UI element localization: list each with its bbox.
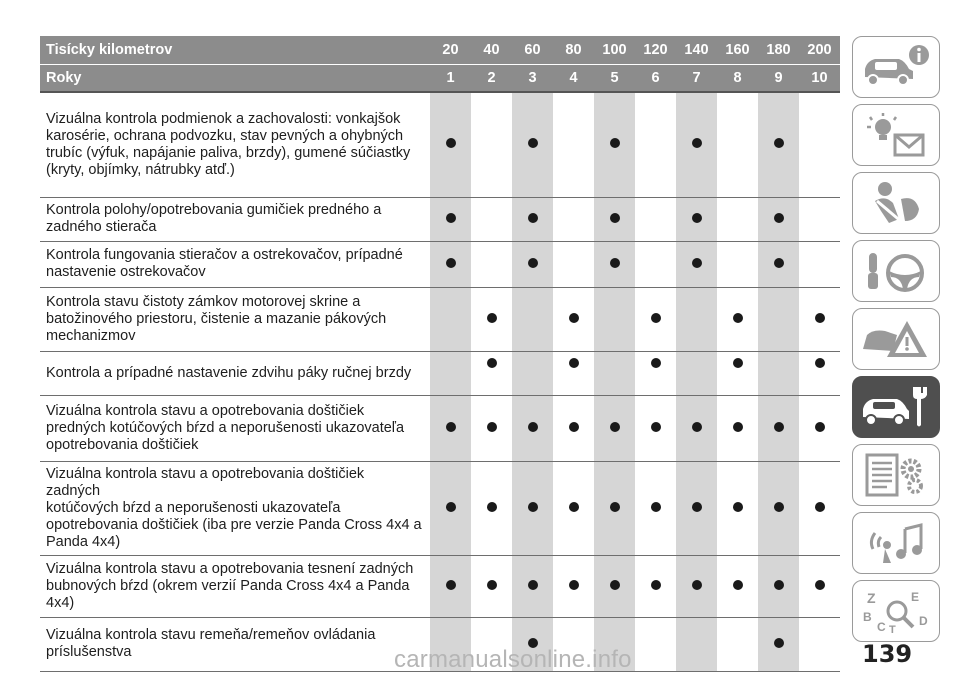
table-row (40, 92, 840, 197)
check-dot (610, 138, 620, 148)
warning-lights-tab[interactable] (852, 104, 940, 166)
interval-cell (430, 461, 471, 555)
check-dot (610, 258, 620, 268)
interval-cell (512, 92, 553, 197)
interval-cell (594, 351, 635, 395)
interval-cell (512, 241, 553, 287)
interval-cell (430, 241, 471, 287)
interval-cell (512, 395, 553, 461)
year-col-header: 6 (635, 64, 676, 92)
check-dot (733, 580, 743, 590)
check-dot (610, 422, 620, 432)
svg-text:T: T (889, 624, 896, 635)
description-line: zadného stierača (46, 219, 157, 235)
header-km-row (40, 36, 840, 64)
interval-cell (430, 92, 471, 197)
km-col-header: 80 (553, 36, 594, 64)
interval-cell (594, 395, 635, 461)
interval-cell (799, 287, 840, 351)
interval-cell (635, 395, 676, 461)
year-col-header: 8 (717, 64, 758, 92)
check-dot (446, 422, 456, 432)
interval-cell (717, 92, 758, 197)
description-line: Kontrola a prípadné nastavenie zdvihu páky ručnej brzdy (46, 364, 412, 381)
check-dot (528, 502, 538, 512)
interval-cell (758, 461, 799, 555)
interval-cell (553, 197, 594, 241)
svg-text:Z: Z (867, 590, 876, 606)
description-line: 4x4) (46, 594, 75, 611)
year-col-header: 5 (594, 64, 635, 92)
interval-cell (594, 461, 635, 555)
year-col-header: 10 (799, 64, 840, 92)
interval-cell (676, 197, 717, 241)
interval-cell (471, 461, 512, 555)
description-line: opotrebovania doštičiek (iba pre verzie Panda Cross 4x4 a (46, 516, 422, 533)
row-description (40, 287, 430, 351)
table-row (40, 241, 840, 287)
km-col-header: 60 (512, 36, 553, 64)
check-dot (569, 502, 579, 512)
interval-cell (799, 395, 840, 461)
check-dot (569, 580, 579, 590)
check-dot (528, 422, 538, 432)
key-steering-wheel-icon (859, 247, 933, 295)
interval-cell (799, 92, 840, 197)
check-dot (692, 258, 702, 268)
interval-cell (758, 241, 799, 287)
row-description (40, 617, 430, 671)
row-description (40, 351, 430, 395)
year-col-header: 4 (553, 64, 594, 92)
interval-cell (717, 197, 758, 241)
interval-cell (799, 555, 840, 617)
row-description (40, 555, 430, 617)
interval-cell (471, 241, 512, 287)
interval-cell (758, 351, 799, 395)
interval-cell (512, 461, 553, 555)
interval-cell (430, 351, 471, 395)
check-dot (774, 138, 784, 148)
row-description (40, 92, 430, 197)
description-line: Vizuálna kontrola podmienok a zachovalosti: vonkajšok (46, 110, 401, 127)
watermark: carmanualsonline.info (394, 646, 632, 673)
interval-cell (758, 287, 799, 351)
check-dot (487, 422, 497, 432)
interval-cell (676, 92, 717, 197)
table-row (40, 197, 840, 241)
row-description (40, 395, 430, 461)
interval-cell (799, 461, 840, 555)
interval-cell (676, 287, 717, 351)
check-dot (692, 422, 702, 432)
check-dot (774, 422, 784, 432)
interval-cell (635, 617, 676, 671)
interval-cell (717, 351, 758, 395)
table-row (40, 351, 840, 395)
interval-cell (758, 617, 799, 671)
check-dot (651, 580, 661, 590)
check-dot (446, 213, 456, 223)
check-dot (528, 580, 538, 590)
interval-cell (799, 351, 840, 395)
interval-cell (758, 395, 799, 461)
check-dot (651, 422, 661, 432)
check-dot (528, 213, 538, 223)
table-row (40, 461, 840, 555)
interval-cell (553, 555, 594, 617)
check-dot (569, 422, 579, 432)
check-dot (815, 313, 825, 323)
emergency-tab[interactable] (852, 308, 940, 370)
description-line: Kontrola fungovania stieračov a ostrekovačov, prípadné (46, 247, 403, 263)
interval-cell (676, 555, 717, 617)
check-dot (774, 638, 784, 648)
years-label: Roky (40, 64, 430, 92)
interval-cell (758, 92, 799, 197)
km-col-header: 20 (430, 36, 471, 64)
interval-cell (676, 461, 717, 555)
description-line: (kryty, objímky, nátrubky atď.) (46, 161, 235, 178)
alphabet-search-icon (859, 587, 933, 635)
interval-cell (594, 555, 635, 617)
check-dot (733, 422, 743, 432)
km-col-header: 120 (635, 36, 676, 64)
check-dot (815, 502, 825, 512)
check-dot (733, 502, 743, 512)
svg-text:C: C (877, 620, 886, 634)
interval-cell (758, 197, 799, 241)
interval-cell (676, 617, 717, 671)
description-line: Vizuálna kontrola stavu a opotrebovania doštičiek zadných (46, 465, 365, 499)
check-dot (446, 502, 456, 512)
description-line: Vizuálna kontrola stavu a opotrebovania tesnení zadných (46, 560, 414, 577)
table-row (40, 395, 840, 461)
check-dot (446, 580, 456, 590)
description-line: Vizuálna kontrola stavu remeňa/remeňov ovládania (46, 627, 376, 643)
check-dot (733, 313, 743, 323)
check-dot (774, 502, 784, 512)
svg-text:E: E (911, 590, 920, 604)
driving-tab[interactable] (852, 240, 940, 302)
interval-cell (635, 241, 676, 287)
check-dot (528, 138, 538, 148)
check-dot (446, 258, 456, 268)
description-line: mechanizmov (46, 327, 136, 344)
document-gears-icon (859, 451, 933, 499)
year-col-header: 7 (676, 64, 717, 92)
km-col-header: 180 (758, 36, 799, 64)
maintenance-schedule (40, 36, 840, 672)
check-dot (569, 358, 579, 368)
interval-cell (471, 287, 512, 351)
interval-cell (430, 555, 471, 617)
check-dot (815, 358, 825, 368)
check-dot (774, 258, 784, 268)
interval-cell (676, 241, 717, 287)
car-info-tab[interactable] (852, 36, 940, 98)
year-col-header: 2 (471, 64, 512, 92)
interval-cell (430, 395, 471, 461)
year-col-header: 9 (758, 64, 799, 92)
interval-cell (553, 461, 594, 555)
row-description (40, 461, 430, 555)
interval-cell (430, 287, 471, 351)
interval-cell (512, 287, 553, 351)
interval-cell (676, 351, 717, 395)
description-line: Kontrola polohy/opotrebovania gumičiek predného a (46, 202, 382, 218)
interval-cell (553, 92, 594, 197)
table-row (40, 287, 840, 351)
check-dot (815, 580, 825, 590)
km-col-header: 160 (717, 36, 758, 64)
check-dot (692, 502, 702, 512)
interval-cell (717, 617, 758, 671)
interval-cell (512, 351, 553, 395)
header-years-row (40, 64, 840, 92)
interval-cell (635, 461, 676, 555)
car-info-icon (859, 43, 933, 91)
interval-cell (758, 555, 799, 617)
description-line: nastavenie ostrekovačov (46, 264, 206, 280)
check-dot (569, 313, 579, 323)
description-line: príslušenstva (46, 644, 132, 660)
interval-cell (717, 555, 758, 617)
interval-cell (717, 461, 758, 555)
interval-cell (717, 395, 758, 461)
km-label: Tisícky kilometrov (40, 36, 430, 64)
row-description (40, 197, 430, 241)
description-line: kotúčových bŕzd a neporušenosti ukazovateľa (46, 499, 341, 516)
multimedia-tab[interactable] (852, 512, 940, 574)
check-dot (651, 358, 661, 368)
check-dot (692, 138, 702, 148)
svg-text:D: D (919, 614, 928, 628)
interval-cell (553, 241, 594, 287)
interval-cell (594, 241, 635, 287)
km-col-header: 140 (676, 36, 717, 64)
interval-cell (471, 92, 512, 197)
interval-cell (512, 197, 553, 241)
description-line: predných kotúčových bŕzd a neporušenosti ukazovateľa (46, 419, 405, 436)
car-wrench-icon (859, 383, 933, 431)
signal-music-icon (859, 519, 933, 567)
interval-cell (799, 617, 840, 671)
interval-cell (635, 555, 676, 617)
crash-warning-triangle-icon (859, 315, 933, 363)
airbag-seatbelt-icon (859, 179, 933, 227)
interval-cell (635, 92, 676, 197)
check-dot (733, 358, 743, 368)
interval-cell (471, 197, 512, 241)
interval-cell (799, 197, 840, 241)
maintenance-tab[interactable] (852, 376, 940, 438)
year-col-header: 1 (430, 64, 471, 92)
row-description (40, 241, 430, 287)
interval-cell (471, 555, 512, 617)
interval-cell (512, 555, 553, 617)
index-tab[interactable] (852, 580, 940, 642)
check-dot (610, 213, 620, 223)
interval-cell (553, 351, 594, 395)
interval-cell (635, 197, 676, 241)
description-line: Panda 4x4) (46, 533, 121, 550)
interval-cell (430, 197, 471, 241)
interval-cell (594, 197, 635, 241)
interval-cell (676, 395, 717, 461)
description-line: bubnových bŕzd (okrem verzií Panda Cross 4x4 a Panda (46, 577, 410, 594)
km-col-header: 40 (471, 36, 512, 64)
description-line: trubíc (výfuk, napájanie paliva, brzdy), gumené súčiastky (46, 144, 411, 161)
check-dot (487, 502, 497, 512)
description-line: batožinového priestoru, čistenie a mazanie pákových (46, 310, 387, 327)
check-dot (651, 313, 661, 323)
table-row (40, 555, 840, 617)
interval-cell (594, 287, 635, 351)
svg-text:B: B (863, 610, 872, 624)
description-line: opotrebovania doštičiek (46, 436, 199, 453)
interval-cell (717, 287, 758, 351)
check-dot (610, 502, 620, 512)
check-dot (487, 580, 497, 590)
interval-cell (553, 287, 594, 351)
interval-cell (471, 351, 512, 395)
check-dot (487, 358, 497, 368)
interval-cell (799, 241, 840, 287)
maintenance-table (40, 36, 840, 672)
interval-cell (594, 92, 635, 197)
interval-cell (635, 351, 676, 395)
check-dot (528, 258, 538, 268)
description-line: karosérie, ochrana podvozku, stav pevných a ohybných (46, 127, 404, 144)
check-dot (446, 138, 456, 148)
check-dot (487, 313, 497, 323)
interval-cell (471, 395, 512, 461)
interval-cell (553, 395, 594, 461)
description-line: Kontrola stavu čistoty zámkov motorovej skrine a (46, 293, 361, 310)
check-dot (774, 580, 784, 590)
interval-cell (635, 287, 676, 351)
check-dot (774, 213, 784, 223)
safety-tab[interactable] (852, 172, 940, 234)
check-dot (692, 213, 702, 223)
description-line: Vizuálna kontrola stavu a opotrebovania doštičiek (46, 402, 365, 419)
interval-cell (717, 241, 758, 287)
check-dot (651, 502, 661, 512)
km-col-header: 200 (799, 36, 840, 64)
check-dot (692, 580, 702, 590)
year-col-header: 3 (512, 64, 553, 92)
check-dot (610, 580, 620, 590)
warning-light-message-icon (859, 111, 933, 159)
km-col-header: 100 (594, 36, 635, 64)
check-dot (815, 422, 825, 432)
page-number: 139 (862, 640, 913, 668)
technical-data-tab[interactable] (852, 444, 940, 506)
